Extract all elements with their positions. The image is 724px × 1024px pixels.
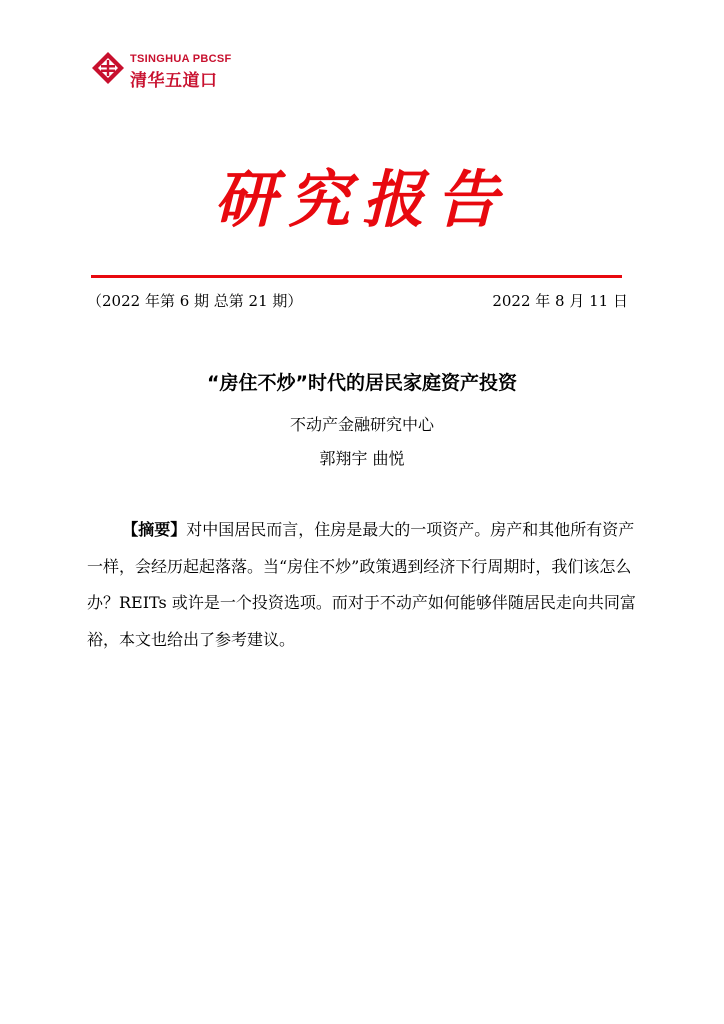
abstract-label: 【摘要】 (122, 520, 187, 539)
research-center: 不动产金融研究中心 (289, 415, 434, 434)
report-date: 2022 年 8 月 11 日 (492, 292, 628, 310)
issue-number: （2022 年第 6 期 总第 21 期） (87, 292, 303, 310)
logo (90, 50, 250, 90)
tsinghua-pbcsf-logo-icon (90, 50, 126, 86)
report-title: 研究报告 (213, 163, 510, 236)
article-title: “房住不炒”时代的居民家庭资产投资 (207, 372, 517, 394)
header-divider (91, 275, 622, 278)
abstract-text: 对中国居民而言，住房是最大的一项资产。房产和其他所有资产一样，会经历起起落落。当“房住不炒”政策遇到经济下行周期时，我们该怎么办？REITs 或许是一个投资选项。而对于不动产如何能够伴随居民走向共同富裕，本文也给出了参考建议。 (87, 520, 636, 649)
logo-text-cn: 清华五道口 (130, 71, 218, 91)
authors: 郭翔宇 曲悦 (319, 449, 405, 468)
abstract (87, 512, 642, 658)
logo-text-en: TSINGHUA PBCSF (130, 53, 232, 65)
